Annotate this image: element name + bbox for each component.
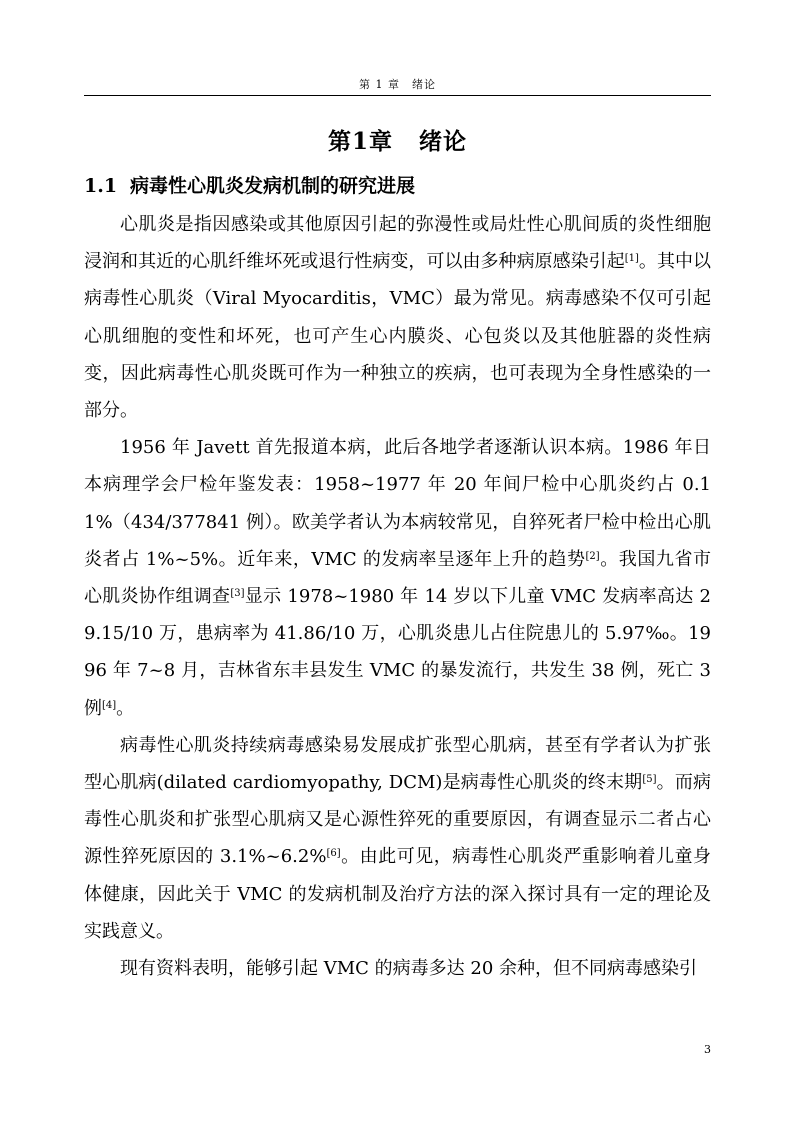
- citation: [2]: [585, 550, 600, 562]
- running-header: 第 1 章 绪论: [359, 78, 436, 91]
- citation: [5]: [642, 774, 657, 786]
- paragraph: [84, 950, 711, 987]
- paragraph-text: 。而病毒性心肌炎和扩张型心肌病又是心源性猝死的重要原因，有调查显示二者占心源性猝死原因的 3.1%~6.2%: [84, 772, 711, 868]
- paragraph: [84, 206, 711, 429]
- citation: [6]: [326, 848, 341, 860]
- paragraph-text: 1956 年 Javett 首先报道本病，此后各地学者逐渐认识本病。1986 年日本病理学会尸检年鉴发表：1958~1977 年 20 年间尸检中心肌炎约占 0.11%（434/377841 例）。欧美学者认为本病较常见，自猝死者尸检中检出心肌炎者占 1%~5%。近年来，VMC 的发病率呈逐年上升的趋势: [84, 437, 711, 570]
- chapter-title: [84, 124, 711, 160]
- body-text: [84, 206, 711, 987]
- section-number: 1.1: [84, 175, 118, 197]
- page-number: 3: [704, 1043, 711, 1056]
- paragraph-text: 。我国九省市心肌炎协作组调查: [84, 548, 711, 608]
- paragraph-text: 现有资料表明，能够引起 VMC 的病毒多达 20 余种，但不同病毒感染引: [120, 958, 697, 980]
- citation: [4]: [102, 699, 117, 711]
- paragraph-text: 。其中以病毒性心肌炎（Viral Myocarditis，VMC）最为常见。病毒感染不仅可引起心肌细胞的变性和坏死，也可产生心内膜炎、心包炎以及其他脏器的炎性病变，因此病毒性心肌炎既可作为一种独立的疾病，也可表现为全身性感染的一部分。: [84, 251, 712, 422]
- citation: [3]: [230, 588, 245, 600]
- paragraph: [84, 429, 711, 727]
- paragraph-text: 心肌炎是指因感染或其他原因引起的弥漫性或局灶性心肌间质的炎性细胞浸润和其近的心肌纤维坏死或退行性病变，可以由多种病原感染引起: [84, 214, 711, 273]
- paragraph-text: 。由此可见，病毒性心肌炎严重影响着儿童身体健康，因此关于 VMC 的发病机制及治疗方法的深入探讨具有一定的理论及实践意义。: [84, 846, 712, 942]
- header-divider: [84, 95, 711, 96]
- chapter-name: 绪论: [419, 128, 467, 155]
- paragraph-text: 显示 1978~1980 年 14 岁以下儿童 VMC 发病率高达 29.15/10 万，患病率为 41.86/10 万，心肌炎患儿占住院患儿的 5.97‰。1996 年 7~8 月，吉林省东丰县发生 VMC 的暴发流行，共发生 38 例，死亡 3 例: [84, 586, 712, 719]
- section-title: 病毒性心肌炎发病机制的研究进展: [130, 175, 416, 197]
- section-heading: [84, 170, 415, 202]
- paragraph-text: 。: [116, 697, 135, 719]
- paragraph: [84, 727, 711, 950]
- citation: [1]: [624, 253, 639, 265]
- paragraph-text: 病毒性心肌炎持续病毒感染易发展成扩张型心肌病，甚至有学者认为扩张型心肌病(dilated cardiomyopathy, DCM)是病毒性心肌炎的终末期: [84, 734, 711, 794]
- chapter-number: 第1章: [327, 128, 393, 155]
